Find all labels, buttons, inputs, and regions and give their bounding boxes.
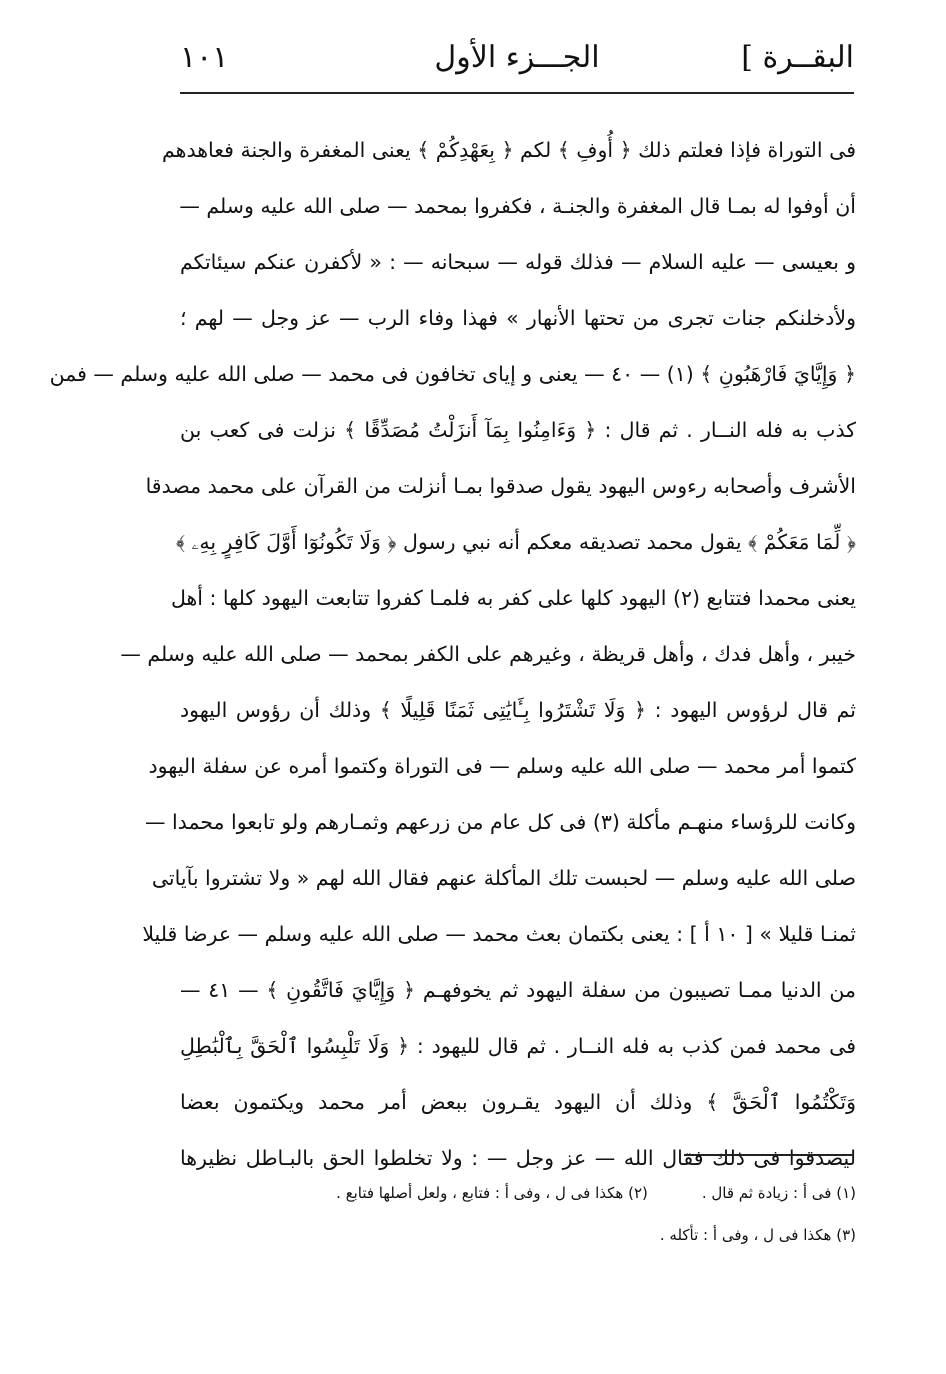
text-line: ﴿ لِّمَا مَعَكُمْ ﴾ يقول محمد تصديقه معكم أنه نبي رسول ﴿ وَلَا تَكُونُوٓا أَوَّلَ كَافِرٍ بِهِۦ ﴾ [175, 530, 856, 554]
text-line: ليصدقوا فى ذلك فقال الله — عز وجل — : ولا تخلطوا الحق بالبـاطل نظيرها [180, 1146, 856, 1170]
text-line: ولأدخلنكم جنات تجرى من تحتها الأنهار » فهذا وفاء الرب — عز وجل — لهم ؛ [180, 306, 856, 330]
text-line: ثمنـا قليلا » [ ١٠ أ ] : يعنى بكتمان بعث محمد — صلى الله عليه وسلم — عرضا قليلا [142, 922, 856, 946]
running-header [180, 38, 854, 88]
surah-name: البقــرة ] [741, 40, 854, 75]
footnote: (٢) هكذا فى ل ، وفى أ : فتابع ، ولعل أصلها فتابع . [336, 1184, 648, 1202]
footnote: (٣) هكذا فى ل ، وفى أ : تأكله . [659, 1226, 856, 1244]
footnote: (١) فى أ : زيادة ثم قال . [701, 1184, 856, 1202]
text-line: و بعيسى — عليه السلام — فذلك قوله — سبحانه — : « لأكفرن عنكم سيئاتكم [180, 250, 856, 274]
text-line: خيبر ، وأهل فدك ، وأهل قريظة ، وغيرهم على الكفر بمحمد — صلى الله عليه وسلم — [120, 642, 856, 666]
text-line: كتموا أمر محمد — صلى الله عليه وسلم — فى التوراة وكتموا أمره عن سفلة اليهود [148, 754, 856, 778]
text-line: وَتَكْتُمُوا ٱلْحَقَّ ﴾ وذلك أن اليهود يقـرون ببعض أمر محمد ويكتمون بعضا [180, 1090, 856, 1114]
text-line: وكانت للرؤساء منهـم مأكلة (٣) فى كل عام من زرعهم وثمـارهم ولو تابعوا محمدا — [144, 810, 856, 834]
footnote-rule [684, 1154, 854, 1156]
text-line: فى التوراة فإذا فعلتم ذلك ﴿ أُوفِ ﴾ لكم ﴿ بِعَهْدِكُمْ ﴾ يعنى المغفرة والجنة فعاهدهم [161, 138, 856, 162]
main-text [49, 122, 856, 1186]
text-line: ثم قال لرؤوس اليهود : ﴿ وَلَا تَشْتَرُوا بِـَٔايَٰتِى ثَمَنًا قَلِيلًا ﴾ وذلك أن رؤوس اليهود [180, 698, 856, 722]
footnotes [180, 1172, 856, 1256]
part-title: الجـــزء الأول [434, 40, 600, 75]
text-line: كذب به فله النــار . ثم قال : ﴿ وَءَامِنُوا بِمَآ أَنزَلْتُ مُصَدِّقًا ﴾ نزلت فى كعب بن [180, 418, 856, 442]
text-line: أن أوفوا له بمـا قال المغفرة والجنـة ، فكفروا بمحمد — صلى الله عليه وسلم — [179, 194, 856, 218]
footnote-line [180, 1172, 856, 1214]
header-rule [180, 92, 854, 94]
text-line: ﴿ وَإِيَّايَ فَارْهَبُونِ ﴾ (١) — ٤٠ — يعنى و إياى تخافون فى محمد — صلى الله عليه وسلم — فمن [49, 362, 856, 386]
text-line: فى محمد فمن كذب به فله النــار . ثم قال لليهود : ﴿ وَلَا تَلْبِسُوا ٱلْحَقَّ بِٱلْبَٰطِلِ [180, 1034, 856, 1058]
text-line: صلى الله عليه وسلم — لحبست تلك المأكلة عنهم فقال الله لهم « ولا تشتروا بآياتى [151, 866, 856, 890]
text-line: يعنى محمدا فتتابع (٢) اليهود كلها على كفر به فلمـا كفروا تتابعت اليهود كلها : أهل [170, 586, 856, 610]
text-line: من الدنيا ممـا تصيبون من سفلة اليهود ثم يخوفهـم ﴿ وَإِيَّايَ فَاتَّقُونِ ﴾ — ٤١ — [180, 978, 856, 1002]
page-number: ١٠١ [180, 40, 229, 75]
text-line: الأشرف وأصحابه رءوس اليهود يقول صدقوا بمـا أنزلت من القرآن على محمد مصدقا [145, 474, 856, 498]
footnote-line [180, 1214, 856, 1256]
